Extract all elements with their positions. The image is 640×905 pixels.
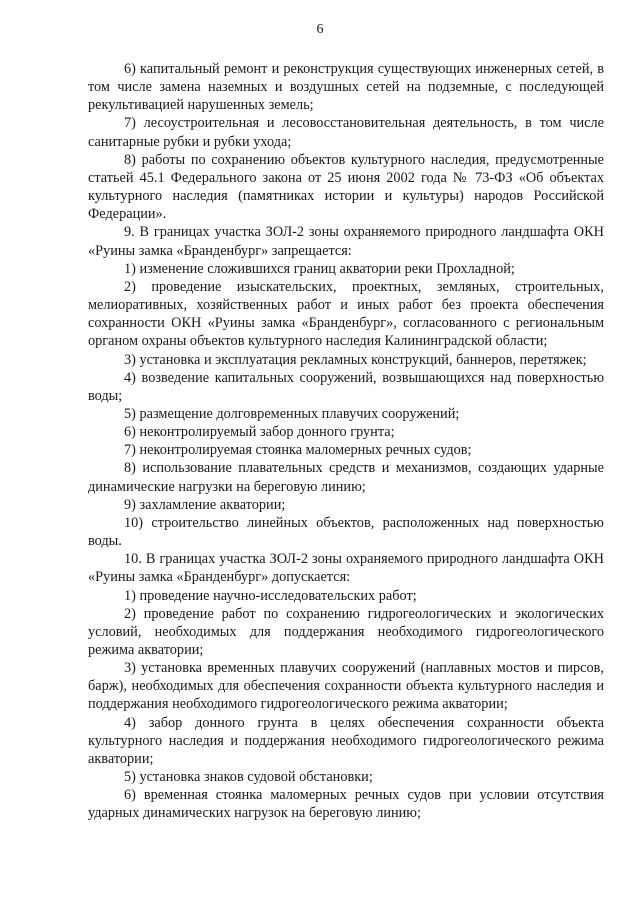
document-body [88,60,604,823]
paragraph: 4) забор донного грунта в целях обеспечения сохранности объекта культурного наследия и поддержания необходимого гидрогеологического режима акватории; [88,714,604,767]
paragraph: 1) проведение научно-исследовательских работ; [124,587,417,604]
paragraph: 4) возведение капитальных сооружений, возвышающихся над поверхностью воды; [88,369,604,404]
paragraph: 8) работы по сохранению объектов культурного наследия, предусмотренные статьей 45.1 Федерального закона от 25 июня 2002 года № 73-ФЗ «Об объектах культурного наследия (памятниках истории и культуры) народов Российской Федерации». [88,151,604,223]
paragraph: 7) неконтролируемая стоянка маломерных речных судов; [124,442,472,459]
paragraph: 7) лесоустроительная и лесовосстановительная деятельность, в том числе санитарные рубки и рубки ухода; [88,115,604,150]
section-heading-9: 9. В границах участка ЗОЛ-2 зоны охраняемого природного ландшафта ОКН «Руины замка «Бранденбург» запрещается: [88,224,604,259]
paragraph: 10) строительство линейных объектов, расположенных над поверхностью воды. [88,514,604,550]
paragraph: 8) использование плавательных средств и механизмов, создающих ударные динамические нагрузки на береговую линию; [88,460,604,495]
paragraph: 6) капитальный ремонт и реконструкция существующих инженерных сетей, в том числе замена наземных и воздушных сетей на подземные, с последующей рекультивацией нарушенных земель; [88,61,604,114]
paragraph: 2) проведение изыскательских, проектных, земляных, строительных, мелиоративных, хозяйственных работ и иных работ без проекта обеспечения сохранности ОКН «Руины замка «Бранденбург», согласованного с региональным органом охраны объектов культурного наследия Калининградской области; [88,278,604,350]
paragraph: 3) установка и эксплуатация рекламных конструкций, баннеров, перетяжек; [124,351,587,368]
paragraph: 6) неконтролируемый забор донного грунта; [124,424,395,441]
paragraph: 9) захламление акватории; [124,496,286,513]
paragraph: 3) установка временных плавучих сооружений (наплавных мостов и пирсов, барж), необходимых для обеспечения сохранности объекта культурного наследия и поддержания необходимого гидрогеологического режима акватории; [88,660,604,713]
paragraph: 1) изменение сложившихся границ акватории реки Прохладной; [124,260,515,277]
paragraph: 5) установка знаков судовой обстановки; [124,769,373,786]
section-heading-10: 10. В границах участка ЗОЛ-2 зоны охраняемого природного ландшафта ОКН «Руины замка «Бранденбург» допускается: [88,551,604,586]
paragraph: 6) временная стоянка маломерных речных судов при условии отсутствия ударных динамических нагрузок на береговую линию; [88,787,604,822]
page-number: 6 [316,22,324,37]
paragraph: 5) размещение долговременных плавучих сооружений; [124,405,460,422]
paragraph: 2) проведение работ по сохранению гидрогеологических и экологических условий, необходимых для поддержания необходимого гидрогеологического режима акватории; [88,605,604,658]
